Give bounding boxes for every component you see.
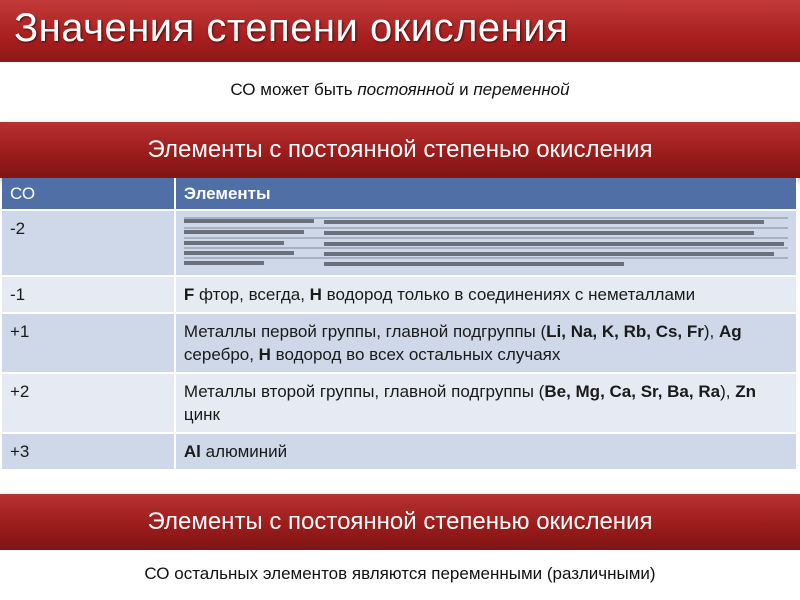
- cell-co: +1: [2, 313, 175, 373]
- cell-co: +3: [2, 433, 175, 469]
- slide-title: Значения степени окисления: [14, 6, 569, 50]
- header-elements: Элементы: [175, 178, 797, 210]
- header-co: СО: [2, 178, 175, 210]
- overlapping-text-artifact: [184, 213, 788, 269]
- oxidation-table: [2, 178, 798, 469]
- subtitle: [0, 80, 800, 100]
- element-text: Металлы первой группы, главной подгруппы (: [183, 322, 547, 341]
- element-symbol: Al: [183, 442, 201, 461]
- cell-co: -1: [2, 276, 175, 313]
- cell-elements: [175, 313, 797, 373]
- element-text: фтор, всегда,: [194, 285, 310, 304]
- element-text: серебро,: [183, 345, 259, 364]
- bottom-box: [0, 550, 800, 600]
- artifact-bar: [184, 219, 314, 223]
- artifact-bar: [324, 262, 624, 266]
- element-symbol: Be, Mg, Ca, Sr, Ba, Ra: [544, 382, 721, 401]
- table-row: [2, 276, 797, 313]
- artifact-bar: [324, 242, 784, 246]
- element-text: Металлы второй группы, главной подгруппы (: [183, 382, 545, 401]
- artifact-bar: [184, 241, 284, 245]
- element-symbol: Zn: [735, 382, 756, 401]
- element-text: алюминий: [200, 442, 288, 461]
- artifact-bar: [324, 252, 774, 256]
- cell-elements: [175, 433, 797, 469]
- element-symbol: Ag: [719, 322, 742, 341]
- element-text: ),: [720, 382, 736, 401]
- artifact-bar: [324, 220, 764, 224]
- artifact-bar: [184, 230, 304, 234]
- artifact-line: [184, 227, 788, 229]
- element-text: цинк: [183, 405, 220, 424]
- subtitle-prefix: СО может быть: [230, 80, 358, 99]
- cell-elements: [175, 276, 797, 313]
- table-header-row: [2, 178, 797, 210]
- subtitle-emphasis-variable: переменной: [473, 80, 570, 99]
- subtitle-emphasis-constant: постоянной: [357, 80, 455, 99]
- element-text: водород во всех остальных случаях: [270, 345, 561, 364]
- cell-co: +2: [2, 373, 175, 433]
- cell-co: -2: [2, 210, 175, 276]
- subtitle-box: [0, 62, 800, 120]
- cell-elements: [175, 210, 797, 276]
- artifact-line: [184, 247, 788, 249]
- element-symbol: F: [183, 285, 195, 304]
- element-symbol: H: [309, 285, 322, 304]
- table-row: [2, 210, 797, 276]
- subtitle-and: и: [454, 80, 474, 99]
- element-symbol: Li, Na, K, Rb, Cs, Fr: [546, 322, 704, 341]
- section-header-text: Элементы с постоянной степенью окисления: [147, 508, 653, 535]
- artifact-line: [184, 237, 788, 239]
- section-header-constant: [0, 122, 800, 178]
- artifact-bar: [184, 261, 264, 265]
- artifact-line: [184, 257, 788, 259]
- artifact-bar: [184, 251, 294, 255]
- section-header-text: Элементы с постоянной степенью окисления: [147, 136, 653, 163]
- cell-elements: [175, 373, 797, 433]
- element-text: водород только в соединениях с неметаллами: [321, 285, 696, 304]
- element-text: ),: [703, 322, 719, 341]
- artifact-bar: [324, 231, 754, 235]
- table-row: [2, 433, 797, 469]
- title-bar: [0, 0, 800, 62]
- table-row: [2, 313, 797, 373]
- table-row: [2, 373, 797, 433]
- section-header-bottom: [0, 494, 800, 550]
- element-symbol: H: [258, 345, 271, 364]
- bottom-note: СО остальных элементов являются переменными (различными): [144, 564, 656, 583]
